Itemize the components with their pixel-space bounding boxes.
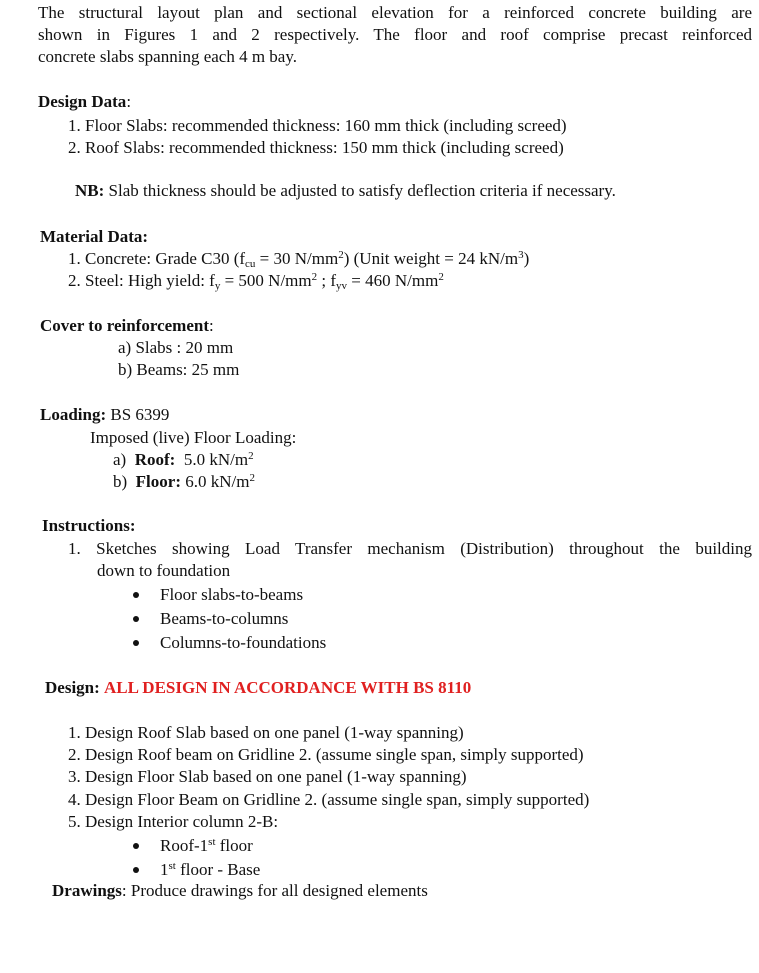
instructions-item-1: 1. Sketches showing Load Transfer mechanism (Distribution) throughout the building [68,539,752,558]
design-data-heading: Design Data: [38,92,132,111]
bullet-icon [133,616,139,622]
instruction-bullet-2: Beams-to-columns [160,609,289,628]
design-item-5: 5. Design Interior column 2-B: [68,812,279,831]
instruction-bullet-3: Columns-to-foundations [160,633,327,652]
loading-floor: b) Floor: 6.0 $kN/m^2$ [113,472,255,491]
material-steel: 2. Steel: High yield: $f_y = 500$ $N/mm^2$ ; $f_{yv} = 460$ $N/mm^2$ [68,271,444,292]
column-roof-1st-floor: Roof-1st floor [160,836,253,855]
design-heading: Design: ALL DESIGN IN ACCORDANCE WITH BS 8110 [45,678,472,697]
cover-heading: Cover to reinforcement: [40,316,214,335]
cover-slabs: a) Slabs : 20 mm [118,338,234,357]
drawings-line: Drawings: Produce drawings for all designed elements [52,881,428,900]
intro-line-2: shown in Figures 1 and 2 respectively. The floor and roof comprise precast reinforced [38,25,752,44]
loading-roof: a) Roof: 5.0 $kN/m^2$ [113,450,254,469]
bullet-icon [133,592,139,598]
bullet-icon [133,640,139,646]
bullet-icon [133,843,139,849]
material-concrete: 1. Concrete: Grade C30 ($f_{cu} = 30$ $N/mm^2$) (Unit weight = 24 $kN/m^3$) [68,249,530,270]
instruction-bullet-1: Floor slabs-to-beams [160,585,304,604]
imposed-loading-label: Imposed (live) Floor Loading: [90,428,297,447]
design-item-2: 2. Design Roof beam on Gridline 2. (assume single span, simply supported) [68,745,584,764]
design-standard-banner: ALL DESIGN IN ACCORDANCE WITH BS 8110 [104,678,472,697]
design-data-item-1: 1. Floor Slabs: recommended thickness: 160 mm thick (including screed) [68,116,567,135]
cover-beams: b) Beams: 25 mm [118,360,240,379]
material-data-heading: Material Data: [40,227,149,246]
design-item-1: 1. Design Roof Slab based on one panel (1-way spanning) [68,723,464,742]
intro-line-3: concrete slabs spanning each 4 m bay. [38,47,298,66]
design-item-3: 3. Design Floor Slab based on one panel (1-way spanning) [68,767,467,786]
design-item-4: 4. Design Floor Beam on Gridline 2. (assume single span, simply supported) [68,790,590,809]
column-1st-floor-base: 1st floor - Base [160,860,261,879]
instructions-item-1-cont: down to foundation [97,561,231,580]
instructions-heading: Instructions: [42,516,136,535]
loading-heading: Loading: BS 6399 [40,405,170,424]
design-data-item-2: 2. Roof Slabs: recommended thickness: 150 mm thick (including screed) [68,138,564,157]
bullet-icon [133,867,139,873]
intro-line-1: The structural layout plan and sectional elevation for a reinforced concrete building are [38,3,752,22]
nb-note: NB: Slab thickness should be adjusted to satisfy deflection criteria if necessary. [75,181,616,200]
